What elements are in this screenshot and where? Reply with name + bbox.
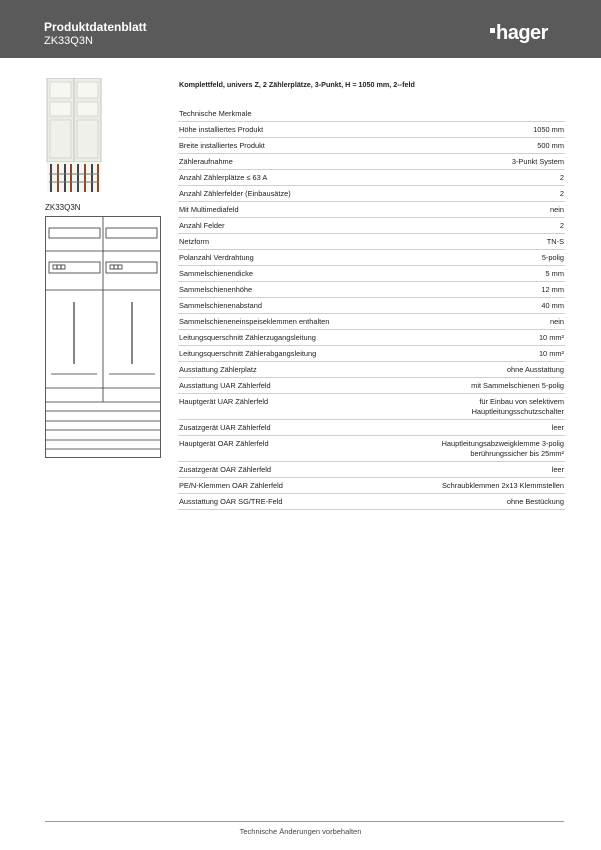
spec-row — [178, 346, 565, 362]
spec-label: Ausstattung UAR Zählerfeld — [179, 381, 271, 390]
spec-value: Schraubklemmen 2x13 Klemmstellen — [442, 481, 564, 490]
spec-value: 3-Punkt System — [511, 157, 564, 166]
spec-value: 2 — [559, 221, 564, 230]
spec-value: 12 mm — [541, 285, 564, 294]
spec-row — [178, 234, 565, 250]
footer-divider — [45, 821, 564, 822]
spec-label: Hauptgerät UAR Zählerfeld — [179, 397, 269, 406]
brand-logo-text: hager — [496, 22, 548, 44]
spec-row — [178, 170, 565, 186]
spec-value: mit Sammelschienen 5-polig — [471, 381, 564, 390]
spec-row — [178, 478, 565, 494]
spec-label: Zusatzgerät UAR Zählerfeld — [179, 423, 271, 432]
spec-label: Sammelschienenabstand — [179, 301, 262, 310]
spec-table — [178, 121, 565, 510]
spec-row — [178, 420, 565, 436]
spec-value: 2 — [559, 173, 564, 182]
spec-label: Ausstattung OAR SG/TRE-Feld — [179, 497, 283, 506]
spec-label: Anzahl Zählerfelder (Einbausätze) — [179, 189, 291, 198]
spec-row — [178, 462, 565, 478]
section-title: Technische Merkmale — [179, 109, 252, 118]
spec-row — [178, 314, 565, 330]
spec-label: Anzahl Felder — [179, 221, 225, 230]
spec-row — [178, 202, 565, 218]
spec-row — [178, 154, 565, 170]
spec-value: nein — [550, 317, 564, 326]
logo-mark-icon — [490, 28, 495, 33]
spec-row — [178, 266, 565, 282]
page-header — [0, 0, 601, 58]
spec-value: leer — [551, 423, 564, 432]
spec-label: Anzahl Zählerplätze ≤ 63 A — [179, 173, 268, 182]
spec-value: nein — [550, 205, 564, 214]
spec-label: Leitungsquerschnitt Zählerzugangsleitung — [179, 333, 316, 342]
spec-label: Polanzahl Verdrahtung — [179, 253, 254, 262]
spec-value: 10 mm² — [538, 349, 564, 358]
spec-value: 5 mm — [545, 269, 564, 278]
spec-row — [178, 138, 565, 154]
spec-row — [178, 494, 565, 510]
spec-value: TN-S — [546, 237, 564, 246]
product-code: ZK33Q3N — [44, 35, 93, 47]
spec-label: Hauptgerät OAR Zählerfeld — [179, 439, 269, 448]
spec-value: ohne Bestückung — [506, 497, 564, 506]
schematic-drawing — [45, 216, 161, 458]
spec-label: Höhe installiertes Produkt — [179, 125, 264, 134]
spec-label: Netzform — [179, 237, 209, 246]
spec-label: Breite installiertes Produkt — [179, 141, 265, 150]
footer-note: Technische Änderungen vorbehalten — [239, 827, 362, 836]
spec-value: leer — [551, 465, 564, 474]
spec-label: Zusatzgerät OAR Zählerfeld — [179, 465, 272, 474]
image-caption: ZK33Q3N — [45, 203, 81, 212]
spec-row — [178, 282, 565, 298]
spec-row — [178, 218, 565, 234]
spec-row — [178, 394, 565, 420]
spec-label: Sammelschienendicke — [179, 269, 253, 278]
spec-value: 5-polig — [541, 253, 564, 262]
spec-value: 10 mm² — [538, 333, 564, 342]
spec-row — [178, 378, 565, 394]
spec-value: für Einbau von selektivem Hauptleitungsschutzschalter — [471, 397, 564, 416]
spec-value: Hauptleitungsabzweigklemme 3-polig berührungssicher bis 25mm² — [441, 439, 564, 458]
spec-value: ohne Ausstattung — [506, 365, 564, 374]
spec-row — [178, 250, 565, 266]
product-photo — [45, 78, 103, 196]
spec-value: 1050 mm — [533, 125, 564, 134]
document-title: Produktdatenblatt — [44, 20, 147, 34]
spec-label: Sammelschienenhöhe — [179, 285, 253, 294]
spec-value: 500 mm — [537, 141, 564, 150]
spec-label: Ausstattung Zählerplatz — [179, 365, 257, 374]
spec-row — [178, 330, 565, 346]
spec-row — [178, 436, 565, 462]
spec-label: Sammelschieneneinspeiseklemmen enthalten — [179, 317, 330, 326]
spec-label: PE/N-Klemmen OAR Zählerfeld — [179, 481, 283, 490]
spec-row — [178, 122, 565, 138]
spec-label: Zähleraufnahme — [179, 157, 233, 166]
brand-logo — [490, 22, 548, 45]
spec-label: Mit Multimediafeld — [179, 205, 239, 214]
product-headline: Komplettfeld, univers Z, 2 Zählerplätze, 3-Punkt, H = 1050 mm, 2--feld — [179, 80, 415, 89]
spec-label: Leitungsquerschnitt Zählerabgangsleitung — [179, 349, 317, 358]
spec-value: 40 mm — [541, 301, 564, 310]
spec-row — [178, 298, 565, 314]
spec-row — [178, 362, 565, 378]
spec-row — [178, 186, 565, 202]
spec-value: 2 — [559, 189, 564, 198]
